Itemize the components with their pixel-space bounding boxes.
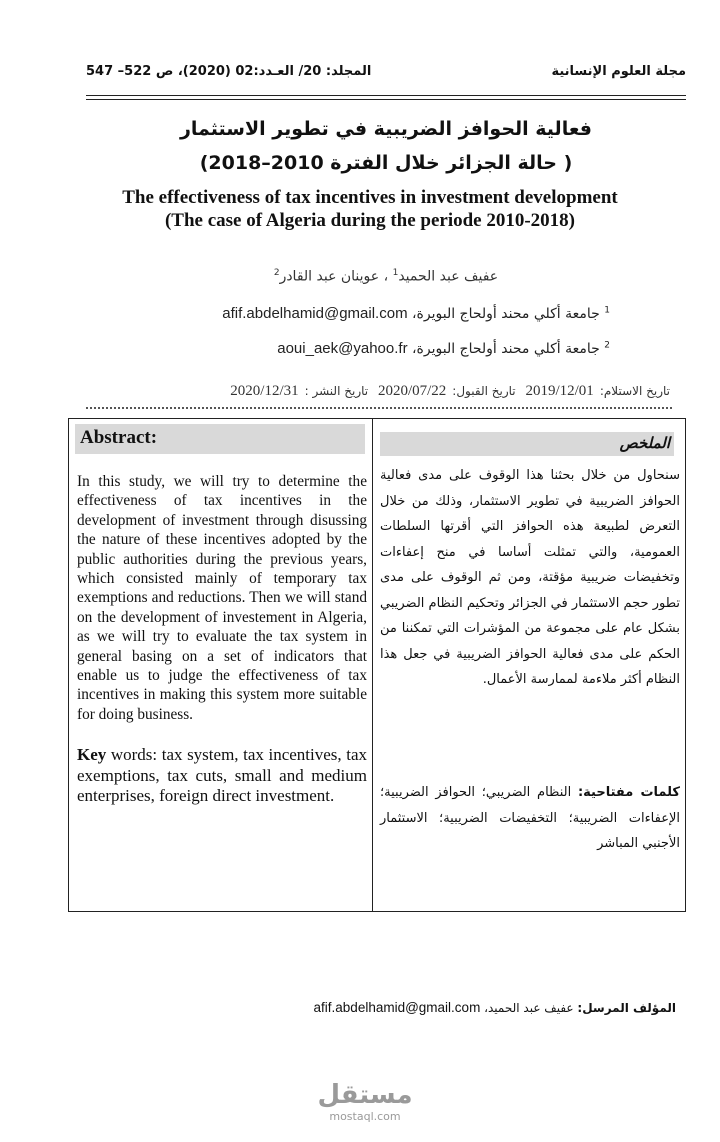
author-2-mark: 2 [273, 268, 280, 278]
english-abstract-body: In this study, we will try to determine the effectiveness of tax incentives in the development of investment through disussing the nature of these incentives adopted by the public authorities during the previous years, which consisted mainly of temporary tax exemptions and reductions. Then we will stand on the development of investement in Algeria, as we will try to evaluate the tax system in general basing on a set of indicators that enable us to judge the effectiveness of tax incentives in making this system more suitable for doing business. [77, 473, 367, 723]
arabic-title: فعالية الحوافز الضريبية في تطوير الاستثمار [179, 118, 592, 140]
watermark-arabic: مستقل [317, 1080, 413, 1110]
corresponding-author [314, 1000, 676, 1015]
arabic-keywords-label: كلمات مفتاحية: [577, 785, 680, 800]
corresponding-author-email[interactable]: afif.abdelhamid@gmail.com [313, 1000, 481, 1015]
author-separator: ، [379, 268, 393, 285]
keywords-label: Key [77, 745, 107, 764]
affiliation-mark: 1 [604, 305, 610, 316]
english-abstract-heading [75, 424, 365, 454]
author-1: عفيف عبد الحميد [398, 268, 499, 285]
affiliation-mark: 2 [604, 340, 610, 351]
running-header [86, 58, 686, 88]
arabic-abstract-body: سنحاول من خلال بحثنا هذا الوقوف على مدى فعالية الحوافز الضريبية في تطوير الاستثمار، وذلك من خلال التعرض لطبيعة هذه الحوافز التي أقرتها السلطات العمومية، والتي تمثلت أساسا في منح إعفاءات وتخفيضات ضريبية مؤقتة، ومن ثم الوقوف على مدى تطور حجم الاستثمار في الجزائر وتحكيم النظام الضريبي بشكل عام على مجموعة من المؤشرات التي تمكننا من الحكم على مدى فعالية الحوافز الضريبية في جعل هذا النظام أكثر ملاءمة لممارسة الأعمال. [380, 468, 680, 687]
affiliation-1 [222, 305, 610, 322]
published-label: تاريخ النشر : [304, 384, 369, 398]
corresponding-author-label: المؤلف المرسل: [577, 1001, 676, 1015]
affiliation-text: جامعة أكلي محند أولحاج البويرة، [407, 341, 600, 357]
received-label: تاريخ الاستلام: [599, 384, 670, 398]
english-keywords [77, 745, 367, 807]
published-date: 2020/12/31 [230, 383, 299, 399]
journal-name: مجلة العلوم الإنسانية [551, 64, 686, 79]
accepted-label: تاريخ القبول: [452, 384, 516, 398]
affiliation-text: جامعة أكلي محند أولحاج البويرة، [407, 306, 600, 322]
abstract-heading-text: Abstract: [80, 427, 158, 448]
arabic-subtitle: ( حالة الجزائر خلال الفترة 2010–2018) [199, 152, 573, 174]
dotted-separator [86, 407, 672, 409]
arabic-abstract-heading [380, 432, 674, 456]
volume-issue-pages: المجلد: 20/ العـدد:02 (2020)، ص 522– 547 [86, 64, 372, 79]
affiliation-2 [277, 340, 610, 357]
author-1-mark: 1 [392, 268, 399, 278]
affiliation-email[interactable]: aoui_aek@yahoo.fr [277, 340, 408, 357]
received-date: 2019/12/01 [525, 383, 594, 399]
mostaql-watermark [310, 1080, 420, 1123]
english-subtitle: (The case of Algeria during the periode 2010-2018) [164, 210, 576, 231]
accepted-date: 2020/07/22 [377, 383, 447, 399]
arabic-keywords-text: النظام الضريبي؛ الحوافز الضريبية؛ الإعفاءات الضريبية؛ التخفيضات الضريبية؛ الاستثمار الأجنبي المباشر [380, 785, 680, 851]
arabic-abstract-heading-text: الملخص [619, 434, 670, 452]
author-line [86, 268, 686, 285]
abstract-column-divider [372, 418, 373, 912]
header-rule-top [86, 95, 686, 96]
author-2: عوينان عبد القادر [279, 268, 380, 285]
header-rule-bottom [86, 99, 686, 100]
keywords-text: words: tax system, tax incentives, tax exemptions, tax cuts, small and medium enterprises, foreign direct investment. [77, 745, 367, 805]
corresponding-author-name: عفيف عبد الحميد، [480, 1001, 578, 1015]
english-title: The effectiveness of tax incentives in investment development [122, 187, 618, 208]
arabic-keywords [380, 780, 680, 857]
affiliation-email[interactable]: afif.abdelhamid@gmail.com [222, 305, 408, 322]
submission-dates [224, 383, 670, 400]
watermark-latin: mostaql.com [329, 1110, 401, 1123]
